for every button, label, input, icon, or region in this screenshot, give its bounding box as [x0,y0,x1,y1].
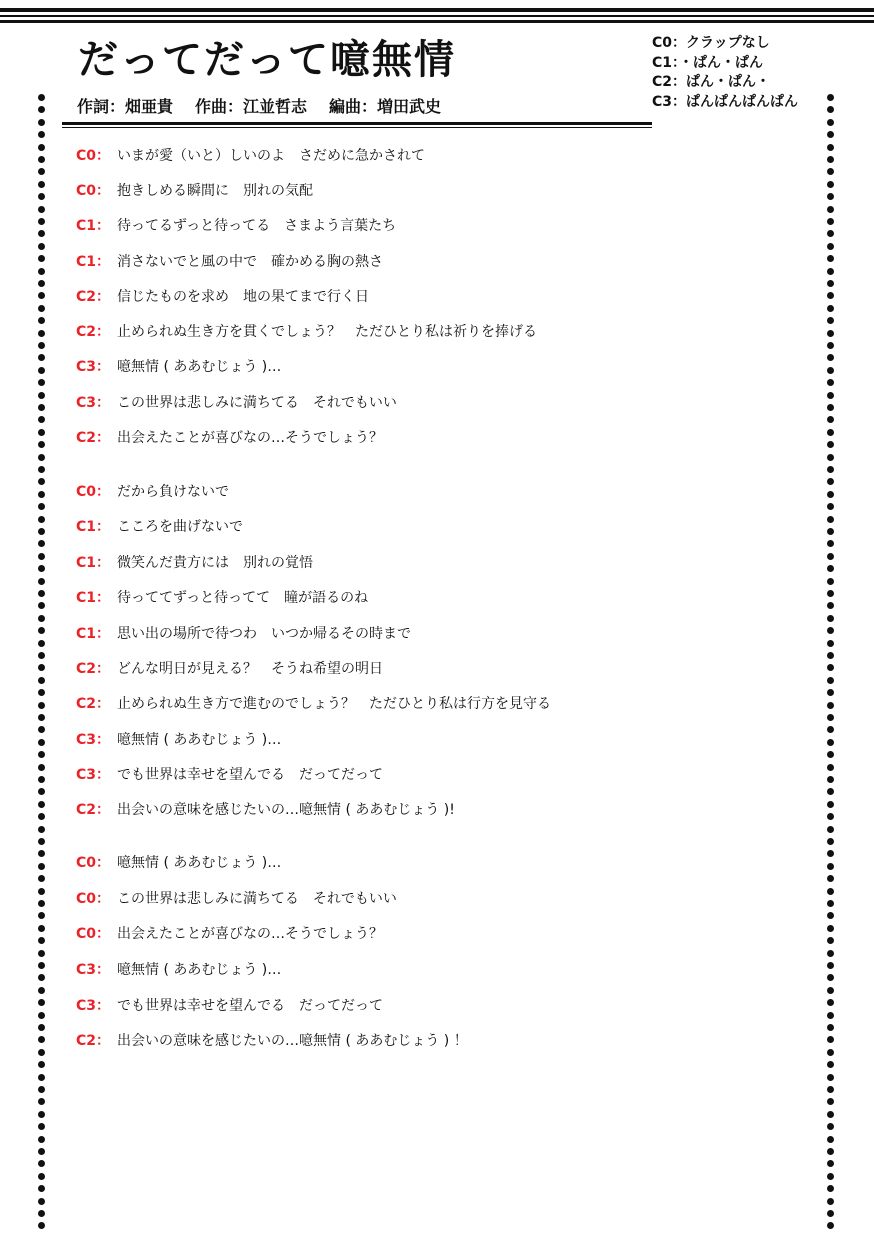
border-dot [827,1111,834,1118]
border-dot [827,590,834,597]
border-dot [38,416,45,423]
border-dot [827,1012,834,1019]
lyric-line [76,852,281,874]
border-dot [38,1160,45,1167]
lyric-text: 微笑んだ貴方には 別れの覚悟 [117,555,313,571]
border-dot [38,1136,45,1143]
legend-item-c2: C2：ぱん・ぱん・ [652,74,771,90]
clap-code: C3： [76,732,111,748]
border-dot [38,987,45,994]
clap-code: C0： [76,484,111,500]
border-dot [827,540,834,547]
border-dot [38,615,45,622]
border-dot [38,181,45,188]
border-dot [827,1074,834,1081]
border-dot [827,342,834,349]
top-rule-medium [0,20,874,23]
legend-item-c0: C0：クラップなし [652,35,770,51]
border-dot [827,912,834,919]
border-dot [38,1222,45,1229]
border-dot [38,1024,45,1031]
border-dot [827,1148,834,1155]
border-dot [827,454,834,461]
border-dot [827,987,834,994]
credits-line [77,97,463,117]
lyric-line [76,286,369,308]
border-dot [827,94,834,101]
border-dot [38,206,45,213]
lyric-text: 思い出の場所で待つわ いつか帰るその時まで [117,626,411,642]
border-dot [827,119,834,126]
border-dot [827,726,834,733]
credits-underline-thick [62,122,652,125]
border-dot [827,826,834,833]
border-dot [38,516,45,523]
border-dot [827,466,834,473]
border-dot [827,838,834,845]
border-dot [38,404,45,411]
lyric-text: 出会えたことが喜びなの…そうでしょう？ [117,926,383,942]
lyric-text: 出会えたことが喜びなの…そうでしょう？ [117,430,383,446]
lyric-line [76,587,368,609]
border-dot [827,193,834,200]
lyric-text: いまが愛（いと）しいのよ さだめに急かされて [117,148,425,164]
border-dot [38,974,45,981]
border-dot [827,280,834,287]
border-dot [827,478,834,485]
border-dot [827,664,834,671]
lyric-line [76,180,313,202]
border-dot [38,243,45,250]
border-dot [38,1123,45,1130]
border-dot [38,565,45,572]
border-dot [38,925,45,932]
border-dot [827,416,834,423]
clap-code: C2： [76,1033,111,1049]
border-dot [38,751,45,758]
legend-item-c1: C1：・ぱん・ぱん [652,54,764,71]
border-dot [827,776,834,783]
lyric-line [76,356,281,378]
lyric-text: 消さないでと風の中で 確かめる胸の熱さ [117,254,383,270]
border-dot [38,826,45,833]
border-dot [827,1173,834,1180]
border-dot [38,379,45,386]
clap-code: C2： [76,289,111,305]
border-dot [827,106,834,113]
border-dot [827,317,834,324]
clap-code: C1： [76,626,111,642]
border-dot [38,1036,45,1043]
top-rule-thick [0,8,874,12]
border-dot [827,528,834,535]
border-dot [38,937,45,944]
lyric-text: だから負けないで [117,484,229,500]
clap-code: C2： [76,430,111,446]
lyric-line [76,427,383,449]
border-dot [38,900,45,907]
border-dot [827,962,834,969]
lyric-line [76,995,383,1017]
border-dot [827,1160,834,1167]
border-dot [827,206,834,213]
border-dot [827,305,834,312]
left-dot-border [37,94,47,1234]
border-dot [38,764,45,771]
border-dot [827,1061,834,1068]
border-dot [827,243,834,250]
lyric-text: 止められぬ生き方を貫くでしょう？ ただひとり私は祈りを捧げる [117,324,537,340]
border-dot [38,1074,45,1081]
clap-code: C1： [76,254,111,270]
lyric-line [76,481,229,503]
border-dot [38,1012,45,1019]
border-dot [827,888,834,895]
border-dot [38,491,45,498]
border-dot [827,392,834,399]
border-dot [827,1123,834,1130]
border-dot [38,429,45,436]
border-dot [827,441,834,448]
border-dot [827,1185,834,1192]
border-dot [827,950,834,957]
border-dot [827,330,834,337]
border-dot [38,131,45,138]
border-dot [38,441,45,448]
border-dot [38,677,45,684]
border-dot [38,367,45,374]
border-dot [827,1222,834,1229]
clap-code: C0： [76,148,111,164]
border-dot [38,850,45,857]
border-dot [38,454,45,461]
legend-item-c3: C3：ぱんぱんぱんぱん [652,93,799,110]
lyric-line [76,658,383,680]
border-dot [827,714,834,721]
border-dot [827,181,834,188]
border-dot [38,1061,45,1068]
border-dot [827,131,834,138]
border-dot [827,516,834,523]
border-dot [38,106,45,113]
border-dot [827,875,834,882]
border-dot [38,602,45,609]
lyric-line [76,693,551,715]
border-dot [38,466,45,473]
border-dot [38,1173,45,1180]
lyric-line [76,729,281,751]
lyric-text: 抱きしめる瞬間に 別れの気配 [117,183,313,199]
lyric-line [76,145,425,167]
border-dot [827,900,834,907]
clap-code: C3： [76,395,111,411]
clap-code: C2： [76,324,111,340]
border-dot [38,1086,45,1093]
clap-code: C2： [76,802,111,818]
clap-code: C0： [76,926,111,942]
border-dot [38,726,45,733]
border-dot [827,813,834,820]
border-dot [38,1049,45,1056]
border-dot [38,640,45,647]
border-dot [827,1036,834,1043]
border-dot [38,1098,45,1105]
border-dot [38,1148,45,1155]
credits-underline-thin [62,127,652,128]
border-dot [827,652,834,659]
border-dot [827,379,834,386]
song-title: だってだって噫無情 [78,37,456,83]
border-dot [38,292,45,299]
border-dot [38,739,45,746]
border-dot [38,342,45,349]
border-dot [827,255,834,262]
border-dot [38,590,45,597]
clap-code: C1： [76,555,111,571]
clap-code: C0： [76,183,111,199]
lyric-text: 噫無情 ( ああむじょう )… [117,732,282,748]
clap-code: C3： [76,962,111,978]
arranger-credit: 編曲：増田武史 [329,97,442,116]
border-dot [38,1210,45,1217]
lyric-text: どんな明日が見える？ そうね希望の明日 [117,661,383,677]
border-dot [38,1185,45,1192]
border-dot [38,702,45,709]
border-dot [827,640,834,647]
lyricist-credit: 作詞：畑亜貴 [77,97,174,116]
border-dot [827,168,834,175]
border-dot [827,429,834,436]
border-dot [38,652,45,659]
lyric-text: でも世界は幸せを望んでる だってだって [117,998,383,1014]
lyric-line [76,764,383,786]
border-dot [38,912,45,919]
border-dot [38,540,45,547]
border-dot [38,193,45,200]
lyric-line [76,321,537,343]
lyric-line [76,392,397,414]
border-dot [827,292,834,299]
border-dot [38,230,45,237]
lyric-text: こころを曲げないで [117,519,243,535]
border-dot [827,937,834,944]
border-dot [38,503,45,510]
border-dot [827,615,834,622]
border-dot [38,553,45,560]
lyric-text: 出会いの意味を感じたいの…噫無情 ( ああむじょう ) ！ [117,1033,468,1049]
lyric-line [76,923,383,945]
border-dot [38,689,45,696]
border-dot [38,255,45,262]
border-dot [827,689,834,696]
border-dot [827,367,834,374]
border-dot [38,94,45,101]
border-dot [38,627,45,634]
border-dot [38,813,45,820]
border-dot [827,764,834,771]
clap-code: C3： [76,767,111,783]
border-dot [827,404,834,411]
lyric-line [76,959,281,981]
top-border-rules [0,8,874,24]
border-dot [827,491,834,498]
clap-code: C2： [76,696,111,712]
border-dot [827,702,834,709]
clap-code: C3： [76,998,111,1014]
border-dot [827,1136,834,1143]
border-dot [827,999,834,1006]
lyric-text: 噫無情 ( ああむじょう )… [117,359,282,375]
border-dot [38,144,45,151]
lyric-line [76,516,243,538]
border-dot [827,354,834,361]
border-dot [38,478,45,485]
lyric-text: 噫無情 ( ああむじょう )… [117,962,282,978]
border-dot [38,962,45,969]
lyric-text: 信じたものを求め 地の果てまで行く日 [117,289,369,305]
border-dot [38,305,45,312]
border-dot [38,156,45,163]
lyric-text: 待ってるずっと待ってる さまよう言葉たち [117,218,397,234]
clap-code: C1： [76,590,111,606]
border-dot [827,788,834,795]
border-dot [827,850,834,857]
composer-credit: 作曲：江並哲志 [195,97,308,116]
border-dot [827,578,834,585]
border-dot [38,354,45,361]
clap-code: C1： [76,519,111,535]
lyric-text: 待っててずっと待ってて 瞳が語るのね [117,590,369,606]
border-dot [827,230,834,237]
border-dot [827,627,834,634]
top-rule-thin [0,15,874,17]
border-dot [38,317,45,324]
border-dot [38,999,45,1006]
border-dot [827,739,834,746]
lyric-text: 出会いの意味を感じたいの…噫無情 ( ああむじょう )! [117,802,455,818]
border-dot [38,268,45,275]
lyric-text: でも世界は幸せを望んでる だってだって [117,767,383,783]
border-dot [38,875,45,882]
border-dot [827,1098,834,1105]
border-dot [38,1198,45,1205]
lyric-line [76,799,455,821]
border-dot [38,888,45,895]
border-dot [827,1198,834,1205]
border-dot [827,751,834,758]
clap-code: C2： [76,661,111,677]
clap-legend [652,34,798,112]
border-dot [827,1086,834,1093]
lyric-line [76,1030,468,1052]
border-dot [38,218,45,225]
border-dot [38,776,45,783]
border-dot [38,664,45,671]
lyric-text: 止められぬ生き方で進むのでしょう？ ただひとり私は行方を見守る [117,696,551,712]
border-dot [827,1049,834,1056]
border-dot [827,863,834,870]
clap-code: C1： [76,218,111,234]
lyric-line [76,552,313,574]
border-dot [827,974,834,981]
border-dot [827,801,834,808]
border-dot [38,863,45,870]
clap-code: C0： [76,891,111,907]
border-dot [38,1111,45,1118]
border-dot [827,218,834,225]
border-dot [38,392,45,399]
border-dot [38,528,45,535]
border-dot [38,950,45,957]
border-dot [38,801,45,808]
border-dot [827,925,834,932]
right-dot-border [826,94,836,1234]
border-dot [38,714,45,721]
border-dot [827,1210,834,1217]
border-dot [827,268,834,275]
lyric-text: この世界は悲しみに満ちてる それでもいい [117,891,397,907]
lyric-line [76,215,396,237]
border-dot [38,168,45,175]
border-dot [827,677,834,684]
border-dot [827,553,834,560]
lyric-text: この世界は悲しみに満ちてる それでもいい [117,395,397,411]
border-dot [827,602,834,609]
border-dot [38,578,45,585]
lyric-line [76,623,411,645]
border-dot [827,144,834,151]
lyric-text: 噫無情 ( ああむじょう )… [117,855,282,871]
border-dot [38,838,45,845]
border-dot [38,280,45,287]
border-dot [38,119,45,126]
border-dot [38,788,45,795]
border-dot [827,156,834,163]
clap-code: C0： [76,855,111,871]
clap-code: C3： [76,359,111,375]
lyric-line [76,888,397,910]
border-dot [827,1024,834,1031]
border-dot [827,565,834,572]
border-dot [38,330,45,337]
border-dot [827,503,834,510]
lyric-line [76,251,383,273]
